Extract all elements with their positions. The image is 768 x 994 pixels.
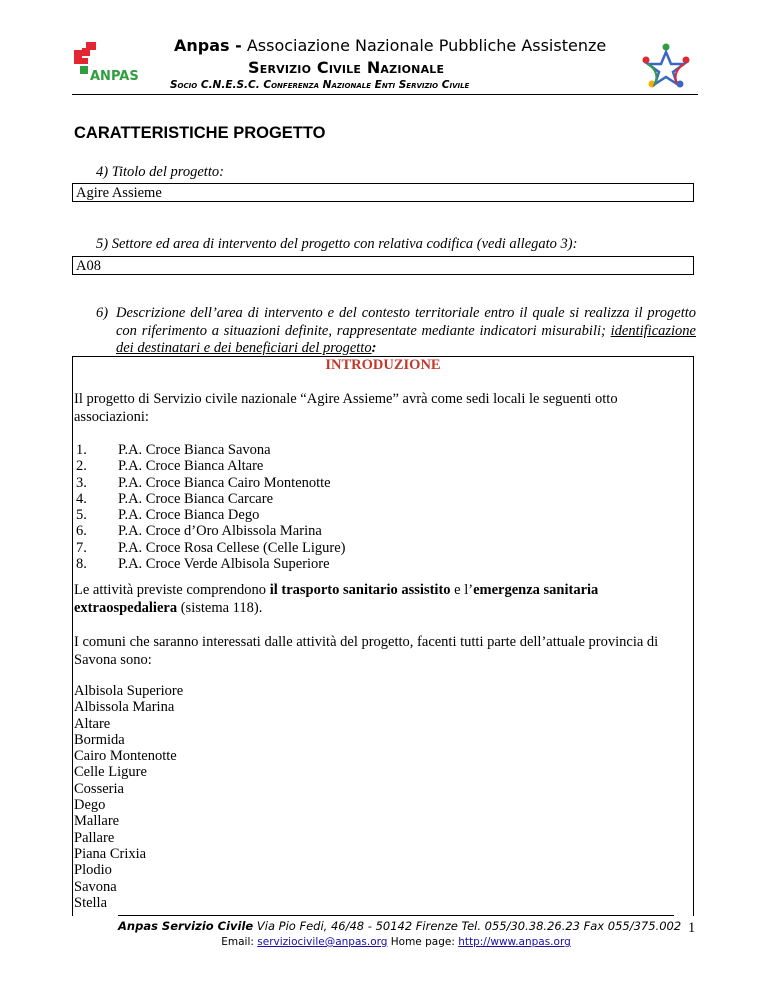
associations-list [74, 442, 346, 572]
list-item: 8. P.A. Croce Verde Albisola Superiore [76, 556, 330, 573]
footer-divider [118, 915, 674, 916]
list-item: Cosseria [74, 780, 124, 797]
anpas-logo [66, 40, 152, 84]
list-item: 5. P.A. Croce Bianca Dego [76, 507, 260, 524]
list-item: Albisola Superiore [74, 683, 184, 699]
page-number: 1 [688, 920, 696, 936]
question-4-answer: Agire Assieme [72, 183, 694, 202]
activities-paragraph: Le attività previste comprendono il trasporto sanitario assistito e l’emergenza sanitaria extraospedaliera (sistema 118). [74, 582, 599, 616]
list-item: 3. P.A. Croce Bianca Cairo Montenotte [76, 474, 331, 491]
header-org-line: Anpas - Associazione Nazionale Pubbliche Assistenze [174, 36, 607, 55]
list-item: Plodio [74, 862, 112, 879]
footer-contacts: Email: serviziocivile@anpas.org Home page: http://www.anpas.org [221, 936, 571, 948]
intro-paragraph: Il progetto di Servizio civile nazionale “Agire Assieme” avrà come sedi locali le seguenti otto associazioni: [74, 391, 618, 425]
svg-text:ANPAS: ANPAS [90, 69, 139, 84]
list-item: 4. P.A. Croce Bianca Carcare [76, 490, 274, 507]
header-service-line: Servizio Civile Nazionale [248, 58, 445, 77]
list-item: Celle Ligure [74, 764, 147, 781]
list-item: Albissola Marina [74, 699, 175, 716]
question-6-label: 6) Descrizione dell’area di intervento e del contesto territoriale entro il quale si realizza il progetto con riferimento a situazioni definite, rappresentate mediante indicatori misurabili; identificazione dei destinatari e dei beneficiari del progetto: [96, 305, 696, 356]
list-item: 2. P.A. Croce Bianca Altare [76, 458, 264, 475]
list-item: Cairo Montenotte [74, 748, 177, 765]
list-item: Altare [74, 715, 111, 732]
towns-paragraph: I comuni che saranno interessati dalle attività del progetto, facenti tutti parte dell’attuale provincia di Savona sono: [74, 634, 659, 668]
list-item: 6. P.A. Croce d’Oro Albissola Marina [76, 523, 322, 540]
list-item: Stella [74, 894, 108, 911]
list-item: 7. P.A. Croce Rosa Cellese (Celle Ligure) [76, 539, 346, 556]
homepage-link[interactable]: http://www.anpas.org [458, 936, 571, 948]
email-link[interactable]: serviziocivile@anpas.org [257, 936, 388, 948]
list-item: Pallare [74, 829, 115, 846]
section-title: CARATTERISTICHE PROGETTO [74, 124, 326, 142]
question-5-answer: A08 [72, 256, 694, 275]
question-4-label: 4) Titolo del progetto: [96, 164, 224, 180]
list-item: Mallare [74, 813, 120, 830]
servizio-civile-logo [640, 42, 692, 90]
header-divider [72, 94, 698, 95]
header-member-line: Socio C.N.E.S.C. Conferenza Nazionale Enti Servizio Civile [170, 79, 470, 91]
towns-list [74, 683, 183, 911]
list-item: Piana Crixia [74, 845, 147, 862]
question-5-label: 5) Settore ed area di intervento del progetto con relativa codifica (vedi allegato 3): [96, 236, 578, 252]
list-item: Savona [74, 878, 117, 895]
list-item: Dego [74, 797, 106, 814]
list-item: Bormida [74, 731, 125, 748]
list-item: 1. P.A. Croce Bianca Savona [76, 442, 271, 458]
footer-address: Anpas Servizio Civile Via Pio Fedi, 46/48 - 50142 Firenze Tel. 055/30.38.26.23 Fax 055/375.002 [118, 919, 682, 933]
page-header [0, 0, 768, 96]
intro-title: INTRODUZIONE [325, 357, 441, 373]
